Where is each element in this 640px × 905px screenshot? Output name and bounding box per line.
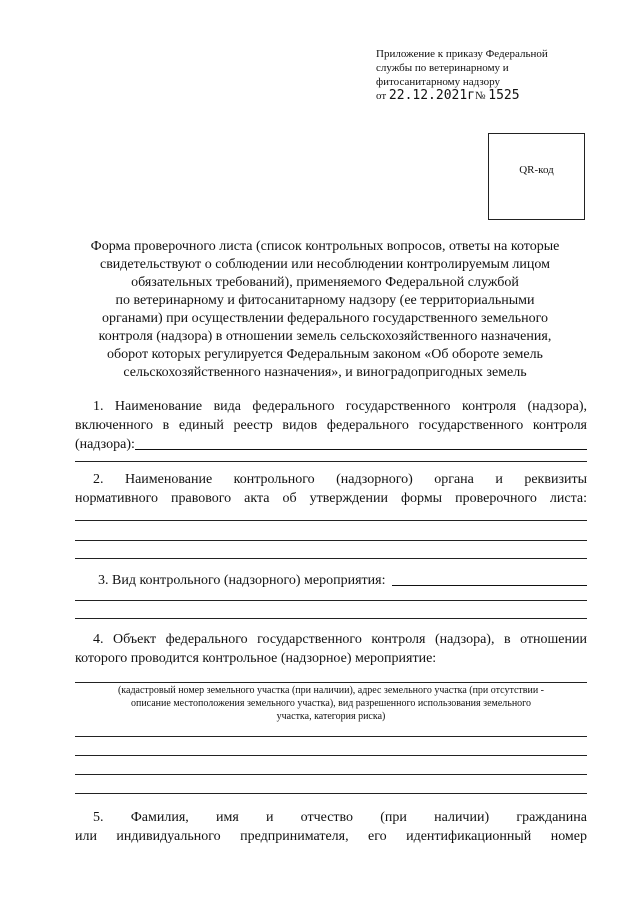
number-prefix: № bbox=[475, 90, 486, 102]
caption-line: (кадастровый номер земельного участка (при наличии), адрес земельного участка (при отсутствии - bbox=[117, 685, 545, 696]
caption-line: описание местоположения земельного участка), вид разрешенного использования земельного bbox=[130, 698, 532, 709]
title-line: органами) при осуществлении федерального государственного земельного bbox=[101, 311, 549, 326]
section-4-blank-line[interactable] bbox=[75, 774, 587, 775]
title-line: обязательных требований), применяемого Федеральной службой bbox=[131, 275, 519, 290]
section-3 bbox=[75, 571, 587, 590]
qr-code-label: QR-код bbox=[519, 164, 554, 176]
title-line: контроля (надзора) в отношении земель сельскохозяйственного назначения, bbox=[98, 329, 552, 344]
section-3-blank-line[interactable] bbox=[75, 600, 587, 601]
order-number: 1525 bbox=[488, 88, 520, 103]
caption-line: участка, категория риска) bbox=[276, 711, 386, 722]
title-line: оборот которых регулируется Федеральным законом «Об обороте земель bbox=[107, 347, 543, 362]
section-5 bbox=[75, 808, 587, 846]
section-1-label: (надзора): bbox=[75, 437, 135, 452]
section-2 bbox=[75, 470, 587, 508]
section-3-blank-line[interactable] bbox=[75, 618, 587, 619]
section-3-fill-line[interactable] bbox=[392, 571, 588, 586]
title-line: Форма проверочного листа (список контрольных вопросов, ответы на которые bbox=[90, 239, 560, 254]
section-4-blank-line[interactable] bbox=[75, 793, 587, 794]
header-line-3: фитосанитарному надзору bbox=[376, 76, 500, 88]
section-1-blank-line[interactable] bbox=[75, 461, 587, 462]
section-4 bbox=[75, 630, 587, 668]
section-3-line-1 bbox=[75, 571, 587, 590]
section-2-line-1: 2. Наименование контрольного (надзорного) органа и реквизиты bbox=[93, 472, 587, 487]
form-title bbox=[70, 238, 580, 382]
section-4-blank-line[interactable] bbox=[75, 682, 587, 683]
order-date-number bbox=[376, 89, 596, 103]
section-2-blank-line[interactable] bbox=[75, 558, 587, 559]
section-5-line-2: или индивидуального предпринимателя, его идентификационный номер bbox=[75, 829, 587, 844]
section-1-line-2: включенного в единый реестр видов федерального государственного контроля bbox=[75, 418, 587, 433]
qr-code-placeholder bbox=[488, 133, 585, 220]
section-5-line-1: 5. Фамилия, имя и отчество (при наличии) гражданина bbox=[93, 810, 587, 825]
header-line-2: службы по ветеринарному и bbox=[376, 62, 509, 74]
section-4-blank-line[interactable] bbox=[75, 755, 587, 756]
header-line-1: Приложение к приказу Федеральной bbox=[376, 48, 548, 60]
section-4-blank-line[interactable] bbox=[75, 736, 587, 737]
section-4-line-2: которого проводится контрольное (надзорное) мероприятие: bbox=[75, 651, 437, 666]
section-2-blank-line[interactable] bbox=[75, 540, 587, 541]
section-1-line-1: 1. Наименование вида федерального государственного контроля (надзора), bbox=[93, 399, 587, 414]
section-1-fill-line[interactable] bbox=[135, 435, 587, 450]
section-3-label: 3. Вид контрольного (надзорного) мероприятия: bbox=[98, 573, 386, 588]
title-line: сельскохозяйственного назначения», и виноградопригодных земель bbox=[123, 365, 527, 380]
section-4-caption bbox=[75, 684, 587, 723]
section-2-line-2: нормативного правового акта об утверждении формы проверочного листа: bbox=[75, 491, 587, 506]
order-appendix-header bbox=[376, 47, 596, 103]
section-4-line-1: 4. Объект федерального государственного контроля (надзора), в отношении bbox=[93, 632, 587, 647]
date-prefix: от bbox=[376, 90, 387, 102]
title-line: свидетельствуют о соблюдении или несоблюдении контролируемым лицом bbox=[99, 257, 550, 272]
title-line: по ветеринарному и фитосанитарному надзору (ее территориальными bbox=[115, 293, 535, 308]
order-date: 22.12.2021г bbox=[388, 88, 476, 103]
section-2-blank-line[interactable] bbox=[75, 520, 587, 521]
section-1-line-3 bbox=[75, 435, 587, 454]
section-1 bbox=[75, 397, 587, 454]
